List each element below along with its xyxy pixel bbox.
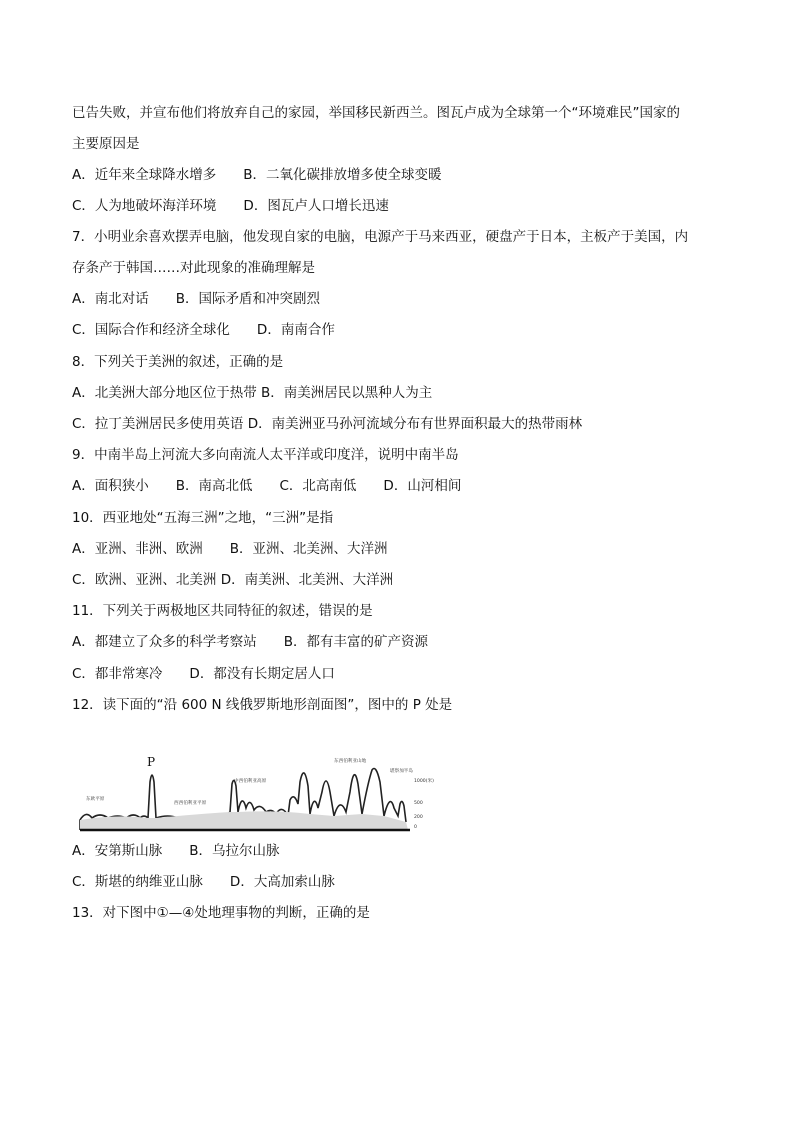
region-label-central-siberian-plateau: 中西伯利亚高原 bbox=[234, 779, 267, 784]
scale-label-200: 200 bbox=[414, 815, 423, 820]
q9-stem: 9．中南半岛上河流大多向南流人太平洋或印度洋，说明中南半岛 bbox=[72, 447, 459, 463]
q12-options-cd: C．斯堪的纳维亚山脉 D．大高加索山脉 bbox=[72, 874, 335, 890]
q6-stem-line1: 已告失败，并宣布他们将放弃自己的家园，举国移民新西兰。图瓦卢成为全球第一个“环境难民”国家的 bbox=[72, 105, 680, 121]
q10-options-cd: C．欧洲、亚洲、北美洲 D．南美洲、北美洲、大洋洲 bbox=[72, 572, 394, 588]
q13-stem: 13．对下图中①—④处地理事物的判断，正确的是 bbox=[72, 905, 370, 921]
q7-stem-line2: 存条产于韩国……对此现象的准确理解是 bbox=[72, 260, 315, 276]
q12-options-ab: A．安第斯山脉 B．乌拉尔山脉 bbox=[72, 843, 280, 859]
q8-options-cd: C．拉丁美洲居民多使用英语 D．南美洲亚马孙河流域分布有世界面积最大的热带雨林 bbox=[72, 416, 583, 432]
q10-stem: 10．西亚地处“五海三洲”之地，“三洲”是指 bbox=[72, 510, 334, 526]
region-label-west-siberian-plain: 西西伯利亚平原 bbox=[174, 801, 207, 806]
q11-stem: 11．下列关于两极地区共同特征的叙述，错误的是 bbox=[72, 603, 373, 619]
region-label-east-siberian-mountains: 东西伯利亚山地 bbox=[334, 759, 367, 764]
q6-stem-line2: 主要原因是 bbox=[72, 136, 140, 152]
russia-terrain-profile-figure bbox=[78, 752, 438, 834]
region-label-east-european-plain: 东欧平原 bbox=[86, 797, 105, 802]
q7-options-ab: A．南北对话 B．国际矛盾和冲突剧烈 bbox=[72, 291, 320, 307]
q11-options-cd: C．都非常寒冷 D．都没有长期定居人口 bbox=[72, 666, 335, 682]
q6-options-cd: C．人为地破坏海洋环境 D．图瓦卢人口增长迅速 bbox=[72, 198, 389, 214]
terrain-profile-fill bbox=[80, 811, 408, 830]
region-label-kamchatka-peninsula: 堪察加半岛 bbox=[390, 769, 413, 774]
q8-stem: 8．下列关于美洲的叙述，正确的是 bbox=[72, 354, 284, 370]
q10-options-ab: A．亚洲、非洲、欧洲 B．亚洲、北美洲、大洋洲 bbox=[72, 541, 388, 557]
scale-label-500: 500 bbox=[414, 801, 423, 806]
q7-options-cd: C．国际合作和经济全球化 D．南南合作 bbox=[72, 322, 335, 338]
scale-label-1000: 1000(米) bbox=[414, 779, 434, 784]
q7-stem-line1: 7．小明业余喜欢摆弄电脑，他发现自家的电脑，电源产于马来西亚，硬盘产于日本，主板产于美国，内 bbox=[72, 229, 689, 245]
peak-p-label: P bbox=[147, 755, 156, 769]
q12-stem: 12．读下面的“沿 600 N 线俄罗斯地形剖面图”，图中的 P 处是 bbox=[72, 697, 453, 713]
q6-options-ab: A．近年来全球降水增多 B．二氧化碳排放增多使全球变暖 bbox=[72, 167, 442, 183]
q9-options: A．面积狭小 B．南高北低 C．北高南低 D．山河相间 bbox=[72, 478, 462, 494]
q11-options-ab: A．都建立了众多的科学考察站 B．都有丰富的矿产资源 bbox=[72, 634, 428, 650]
q8-options-ab: A．北美洲大部分地区位于热带 B．南美洲居民以黑种人为主 bbox=[72, 385, 433, 401]
scale-label-0: 0 bbox=[414, 825, 417, 830]
